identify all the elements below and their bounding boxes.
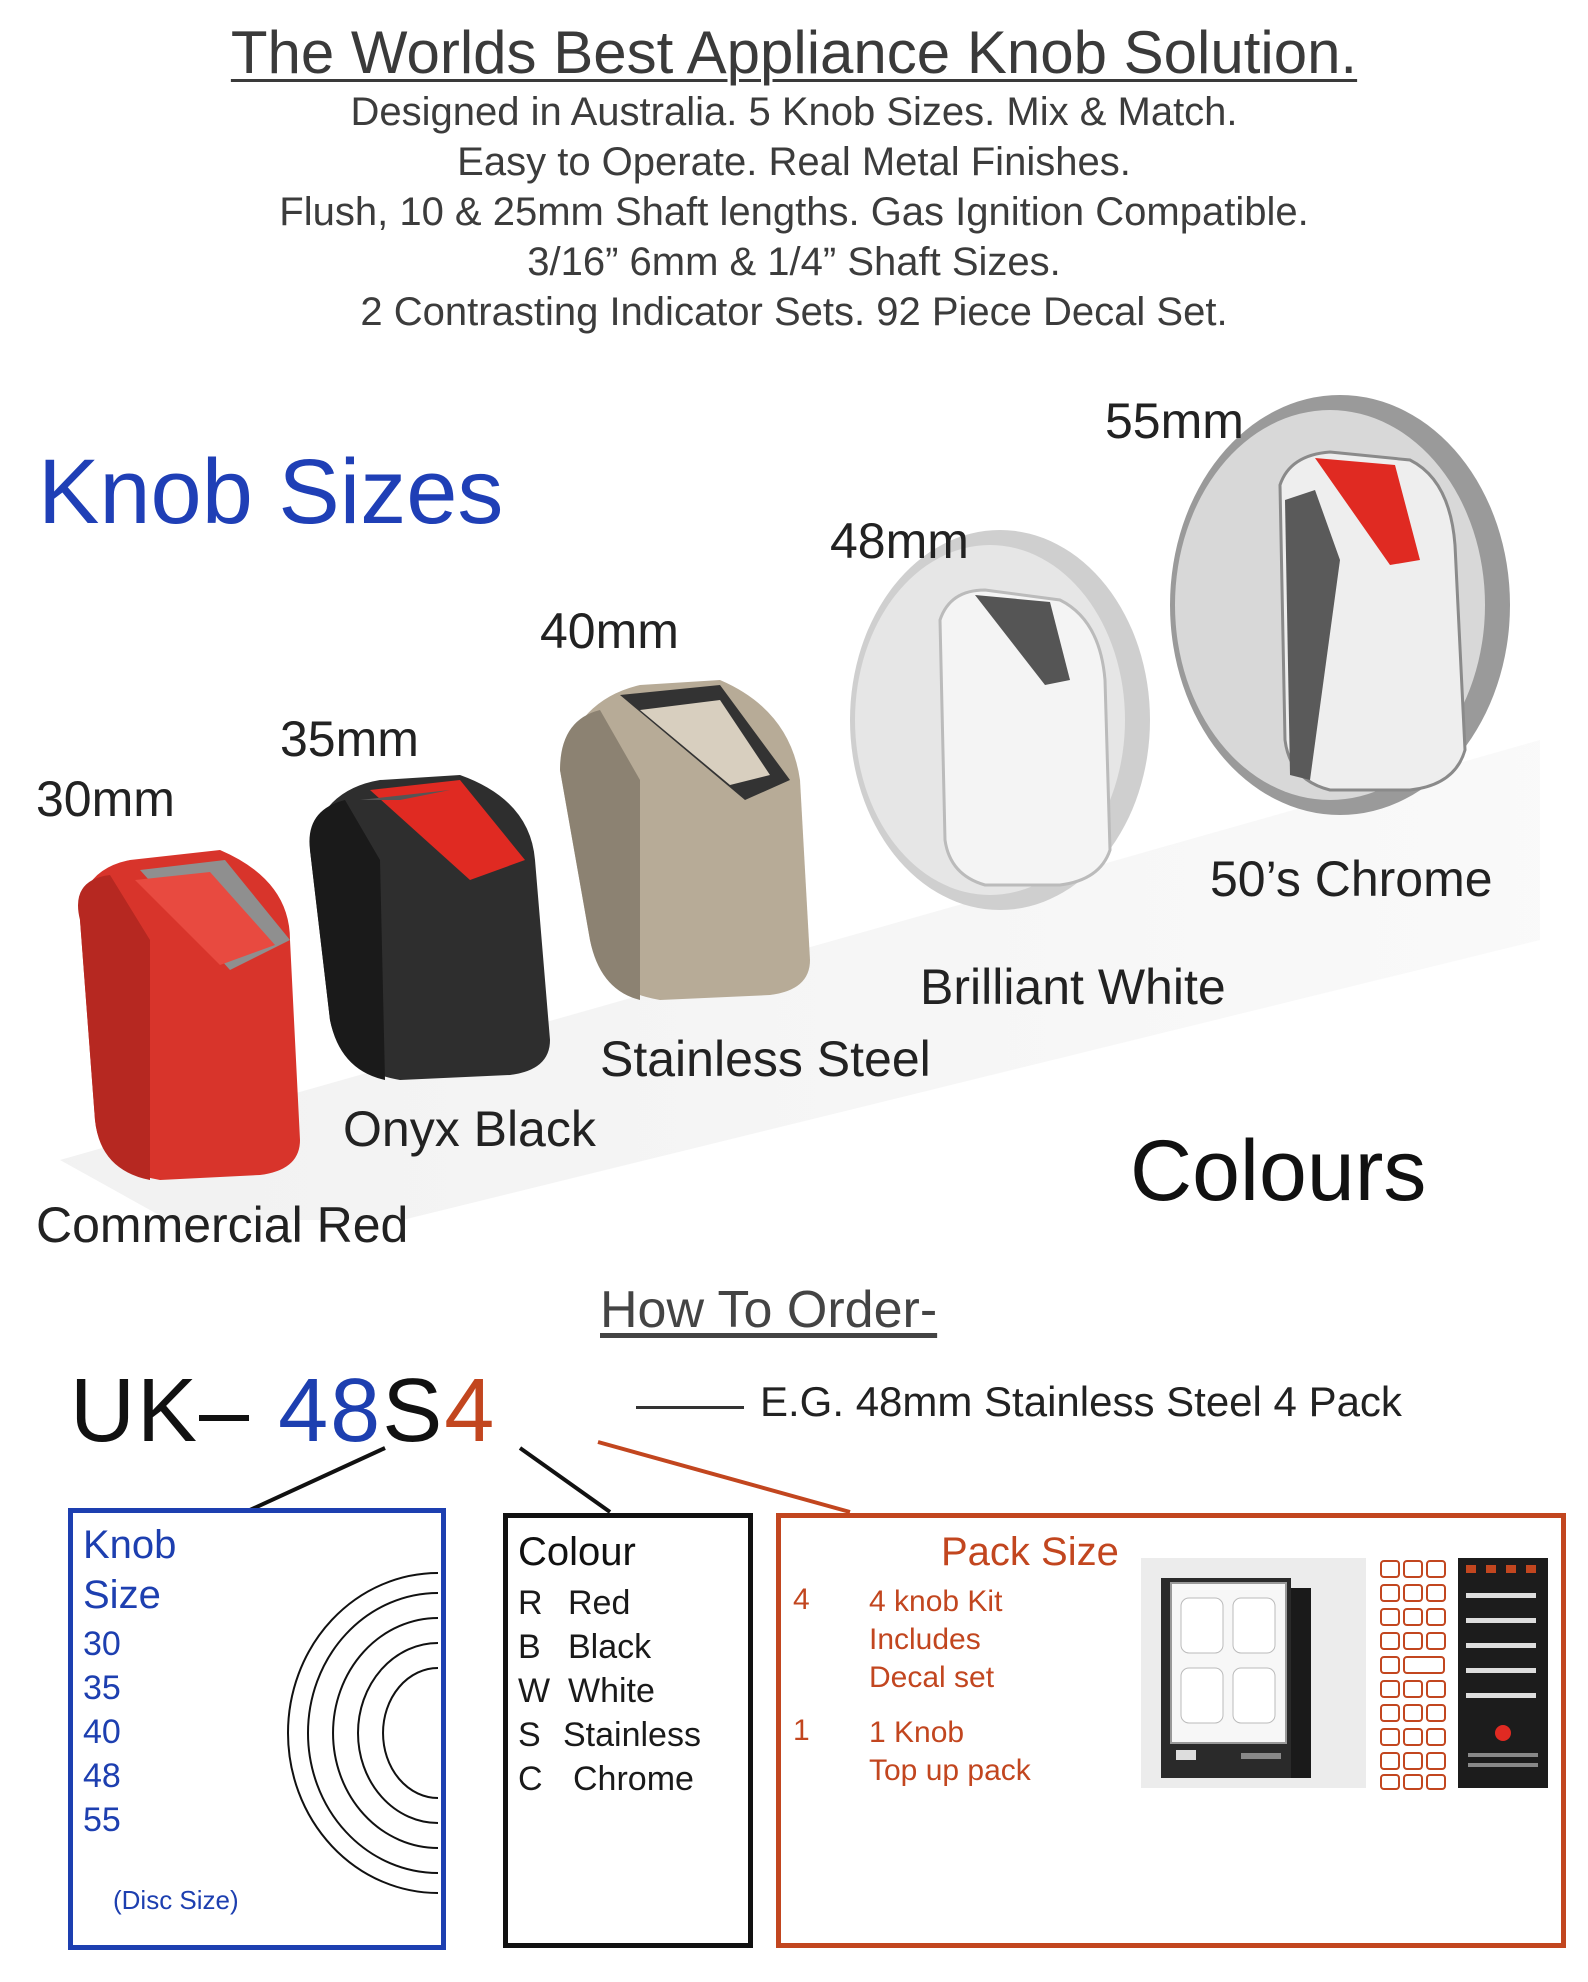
colour-name-red: Red [568, 1584, 631, 1622]
how-to-order-heading: How To Order- [600, 1281, 938, 1339]
size-option-30: 30 [83, 1625, 121, 1663]
colour-label-stainless: Stainless Steel [600, 1031, 931, 1087]
knob-30mm-red [78, 850, 300, 1180]
colour-name-black: Black [568, 1628, 652, 1666]
knobs-illustration [0, 380, 1588, 1220]
knob-55mm-chrome [1170, 395, 1510, 815]
decal-sheet-image [1376, 1553, 1551, 1793]
size-box-title-2: Size [83, 1573, 161, 1617]
colour-label-chrome: 50’s Chrome [1210, 851, 1493, 907]
knob-48mm-white [850, 530, 1150, 910]
pack-code-4: 4 [793, 1583, 810, 1616]
pack-code-1: 1 [793, 1714, 810, 1747]
pack-desc-4 [869, 1583, 1002, 1697]
order-example: E.G. 48mm Stainless Steel 4 Pack [760, 1378, 1402, 1425]
size-label-35: 35mm [280, 711, 419, 767]
colours-heading: Colours [1130, 1123, 1427, 1219]
pack-desc-4-line-1: 4 knob Kit [869, 1585, 1003, 1618]
page-title: The Worlds Best Appliance Knob Solution. [230, 19, 1358, 86]
pack-desc-4-line-3: Decal set [869, 1661, 995, 1694]
feature-line-1: Designed in Australia. 5 Knob Sizes. Mix & Match. [350, 90, 1238, 134]
size-label-55: 55mm [1105, 393, 1244, 449]
size-box-title-1: Knob [83, 1523, 177, 1567]
size-option-40: 40 [83, 1713, 121, 1751]
colour-label-black: Onyx Black [343, 1101, 596, 1157]
pack-desc-1-line-1: 1 Knob [869, 1716, 965, 1749]
colour-code-r: R [518, 1584, 543, 1622]
colour-label-white: Brilliant White [920, 959, 1226, 1015]
size-label-40: 40mm [540, 603, 679, 659]
example-connector-line [636, 1406, 744, 1409]
pack-desc-1-line-2: Top up pack [869, 1754, 1031, 1787]
colour-name-chrome: Chrome [573, 1760, 694, 1798]
colour-box [503, 1513, 753, 1948]
size-label-30: 30mm [36, 771, 175, 827]
pack-desc-1 [869, 1714, 1031, 1790]
size-option-55: 55 [83, 1801, 121, 1839]
colour-label-red: Commercial Red [36, 1197, 409, 1253]
size-label-48: 48mm [830, 513, 969, 569]
knob-40mm-stainless [560, 680, 810, 1000]
feature-line-3: Flush, 10 & 25mm Shaft lengths. Gas Ignition Compatible. [279, 190, 1309, 234]
colour-code-w: W [518, 1672, 551, 1710]
feature-line-2: Easy to Operate. Real Metal Finishes. [457, 140, 1131, 184]
pack-box-title: Pack Size [941, 1530, 1119, 1574]
feature-line-4: 3/16” 6mm & 1/4” Shaft Sizes. [527, 240, 1061, 284]
size-option-35: 35 [83, 1669, 121, 1707]
colour-name-stainless: Stainless [563, 1716, 701, 1754]
knob-35mm-black [309, 775, 550, 1080]
disc-size-arcs [223, 1533, 438, 1928]
size-option-48: 48 [83, 1757, 121, 1795]
order-code-prefix: UK– [70, 1361, 279, 1461]
order-code-size: 48 [278, 1361, 383, 1461]
knob-sizes-heading: Knob Sizes [38, 441, 504, 543]
knob-kit-box-image [1141, 1558, 1366, 1788]
order-code-pack: 4 [444, 1361, 497, 1461]
colour-code-b: B [518, 1628, 541, 1666]
colour-name-white: White [568, 1672, 655, 1710]
pack-desc-4-line-2: Includes [869, 1623, 981, 1656]
feature-line-5: 2 Contrasting Indicator Sets. 92 Piece Decal Set. [360, 290, 1228, 334]
disc-size-note: (Disc Size) [113, 1885, 239, 1915]
order-code-colour: S [382, 1361, 445, 1461]
colour-code-s: S [518, 1716, 541, 1754]
size-box [68, 1508, 446, 1950]
colour-code-c: C [518, 1760, 543, 1798]
pack-box [776, 1513, 1566, 1948]
colour-box-title: Colour [518, 1530, 636, 1574]
